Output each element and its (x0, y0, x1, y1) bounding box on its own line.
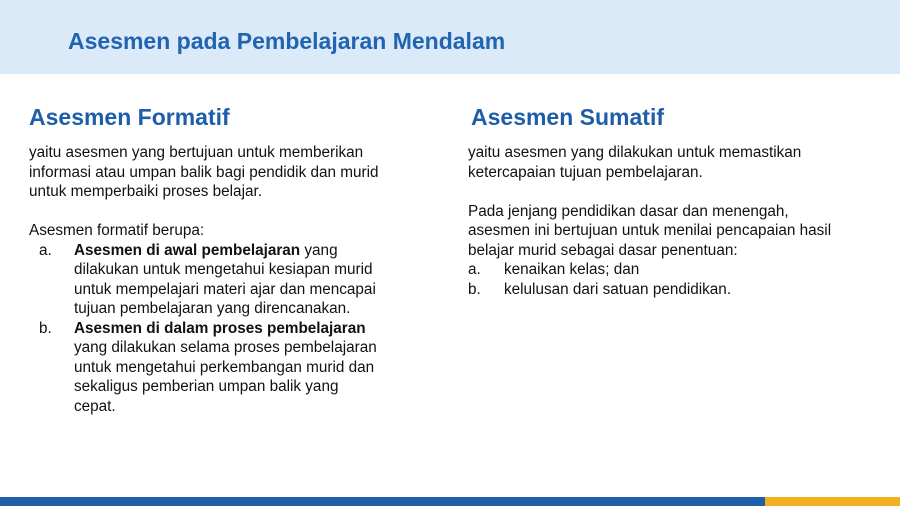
sumatif-definition-line: yaitu asesmen yang dilakukan untuk memastikan (468, 144, 802, 161)
formatif-heading: Asesmen Formatif (29, 104, 230, 130)
formatif-definition (29, 143, 419, 202)
footer-bar-gold (765, 497, 900, 506)
list-item-line: tujuan pembelajaran yang direncanakan. (74, 300, 351, 317)
formatif-definition-line: yaitu asesmen yang bertujuan untuk memberikan (29, 144, 364, 161)
list-item-bold: Asesmen di awal pembelajaran (74, 241, 301, 259)
list-item (29, 319, 419, 417)
list-item (29, 241, 419, 319)
list-item (468, 280, 878, 300)
list-item-text: yang (300, 241, 338, 259)
formatif-definition-line: informasi atau umpan balik bagi pendidik dan murid (29, 163, 379, 181)
list-marker: a. (468, 261, 481, 278)
formatif-list (29, 241, 419, 417)
slide-title: Asesmen pada Pembelajaran Mendalam (68, 28, 506, 54)
formatif-definition-line: untuk memperbaiki proses belajar. (29, 183, 262, 200)
formatif-intro: Asesmen formatif berupa: (29, 222, 205, 239)
list-item-line: untuk mengetahui perkembangan murid dan (74, 358, 375, 376)
list-item-line: yang dilakukan selama proses pembelajaran (74, 339, 377, 356)
sumatif-definition (468, 143, 878, 182)
list-item-first-line (74, 241, 419, 261)
list-item-text: kelulusan dari satuan pendidikan. (504, 280, 732, 298)
list-marker: b. (39, 319, 52, 337)
sumatif-heading: Asesmen Sumatif (471, 104, 665, 130)
list-item-line: dilakukan untuk mengetahui kesiapan murid (74, 261, 373, 278)
sumatif-column (468, 103, 878, 299)
list-marker: a. (39, 241, 52, 259)
list-item-line: cepat. (74, 397, 116, 415)
sumatif-paragraph-line: asesmen ini bertujuan untuk menilai pencapaian hasil (468, 222, 832, 239)
sumatif-definition-line: ketercapaian tujuan pembelajaran. (468, 163, 703, 181)
list-marker: b. (468, 280, 481, 298)
sumatif-list (468, 260, 878, 299)
formatif-column (29, 103, 419, 416)
list-item-line: sekaligus pemberian umpan balik yang (74, 378, 339, 395)
footer-bar-blue (0, 497, 765, 506)
sumatif-paragraph-line: Pada jenjang pendidikan dasar dan menengah, (468, 202, 789, 220)
list-item-line: untuk mempelajari materi ajar dan mencapai (74, 280, 376, 298)
sumatif-paragraph (468, 202, 878, 261)
sumatif-paragraph-line: belajar murid sebagai dasar penentuan: (468, 241, 738, 259)
list-item (468, 260, 878, 280)
list-item-text: kenaikan kelas; dan (504, 261, 640, 278)
list-item-bold: Asesmen di dalam proses pembelajaran (74, 319, 366, 337)
